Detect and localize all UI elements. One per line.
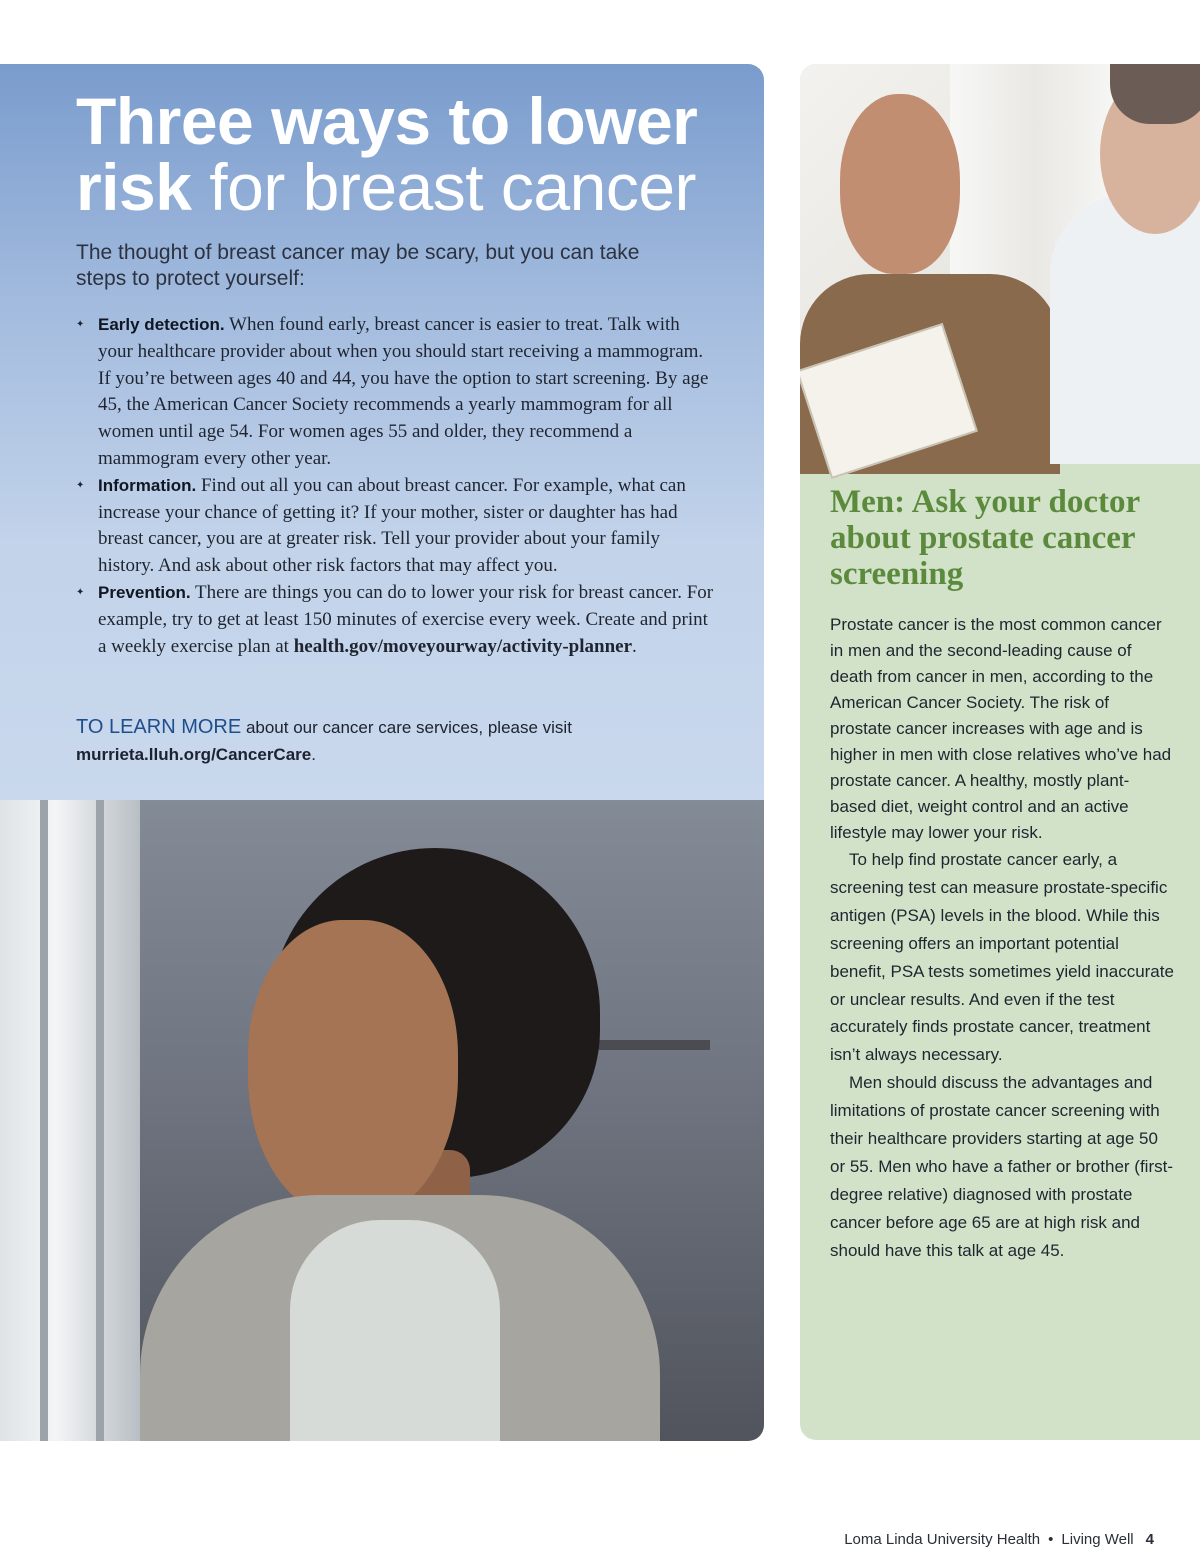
tip-lead: Early detection. <box>98 315 225 334</box>
doctor-patient-photo <box>800 64 1200 455</box>
page-footer <box>844 1531 1154 1548</box>
woman-face <box>248 920 458 1220</box>
tip-lead: Information. <box>98 475 197 495</box>
learn-more-text <box>76 714 716 768</box>
breast-cancer-text-area <box>0 64 764 800</box>
prostate-body <box>830 612 1175 1265</box>
learn-more-body: about our cancer care services, please visit <box>241 718 572 737</box>
woman-photo <box>0 800 764 1441</box>
tip-text: There are things you can do to lower your risk for breast cancer. For example, try to get at least 150 minutes of exercise every week. Create and print a weekly exercise plan at <box>98 581 714 657</box>
page-number: 4 <box>1145 1531 1154 1548</box>
bullet-icon: ✦ <box>76 479 85 491</box>
breast-cancer-headline <box>76 84 698 224</box>
doctor-coat <box>1050 194 1200 464</box>
tip-end: . <box>632 635 637 657</box>
tip-text: Find out all you can about breast cancer. For example, what can increase your chance of getting it? If your mother, sister or daughter has had breast cancer, you are at greater risk. Tell your provider about your family history. And ask about other risk factors that may affect you. <box>98 474 686 577</box>
prostate-headline: Men: Ask your doctor about prostate cancer screening <box>830 484 1140 592</box>
bullet-icon: ✦ <box>76 319 85 330</box>
breast-cancer-panel <box>0 64 764 1441</box>
bullet-icon: ✦ <box>76 586 85 598</box>
learn-more-label: TO LEARN MORE <box>76 716 242 738</box>
footer-publication: Living Well <box>1061 1531 1134 1548</box>
list-item <box>76 473 716 580</box>
headline-bold-word: risk <box>76 150 192 224</box>
woman-shirt <box>290 1220 500 1441</box>
tip-lead: Prevention. <box>98 582 191 602</box>
headline-line1: Three ways to lower <box>76 84 698 158</box>
risk-tips-list <box>76 312 716 660</box>
list-item <box>76 312 716 473</box>
prostate-cancer-panel <box>800 64 1200 1440</box>
list-item <box>76 580 716 660</box>
activity-planner-link[interactable]: health.gov/moveyourway/activity-planner <box>293 635 632 657</box>
paragraph: Prostate cancer is the most common cancer in men and the second-leading cause of death from cancer in men, according to the American Cancer Society. The risk of prostate cancer increases with age and is higher in men with close relatives who’ve had prostate cancer. A healthy, mostly plant-based diet, weight control and an active lifestyle may lower your risk. <box>830 615 1172 842</box>
footer-org: Loma Linda University Health <box>844 1531 1041 1548</box>
tip-text: When found early, breast cancer is easier to treat. Talk with your healthcare provider about when you should start receiving a mammogram. If you’re between ages 40 and 44, you have the option to start screening. By age 45, the American Cancer Society recommends a yearly mammogram for all women until age 54. For women ages 55 and older, they recommend a mammogram every other year. <box>98 314 709 469</box>
cancer-care-link[interactable]: murrieta.lluh.org/CancerCare <box>76 745 312 764</box>
learn-more-end: . <box>311 745 316 764</box>
paragraph: Men should discuss the advantages and limitations of prostate cancer screening with their healthcare providers starting at age 50 or 55. Men who have a father or brother (first-degree relative) diagnosed with prostate cancer before age 65 are at high risk and should have this talk at age 45. <box>830 1073 1173 1260</box>
window-frame <box>96 800 104 1441</box>
paragraph: To help find prostate cancer early, a screening test can measure prostate-specific antigen (PSA) levels in the blood. While this screening offers an important potential benefit, PSA tests sometimes yield inaccurate or unclear results. And even if the test accurately finds prostate cancer, treatment isn’t always necessary. <box>830 850 1174 1065</box>
window-shape <box>0 800 140 1441</box>
patient-head <box>840 94 960 274</box>
breast-cancer-intro: The thought of breast cancer may be scary, but you can take steps to protect yourself: <box>76 241 640 290</box>
window-frame <box>40 800 48 1441</box>
headline-light-text: for breast cancer <box>191 150 696 224</box>
footer-separator: • <box>1048 1531 1054 1548</box>
